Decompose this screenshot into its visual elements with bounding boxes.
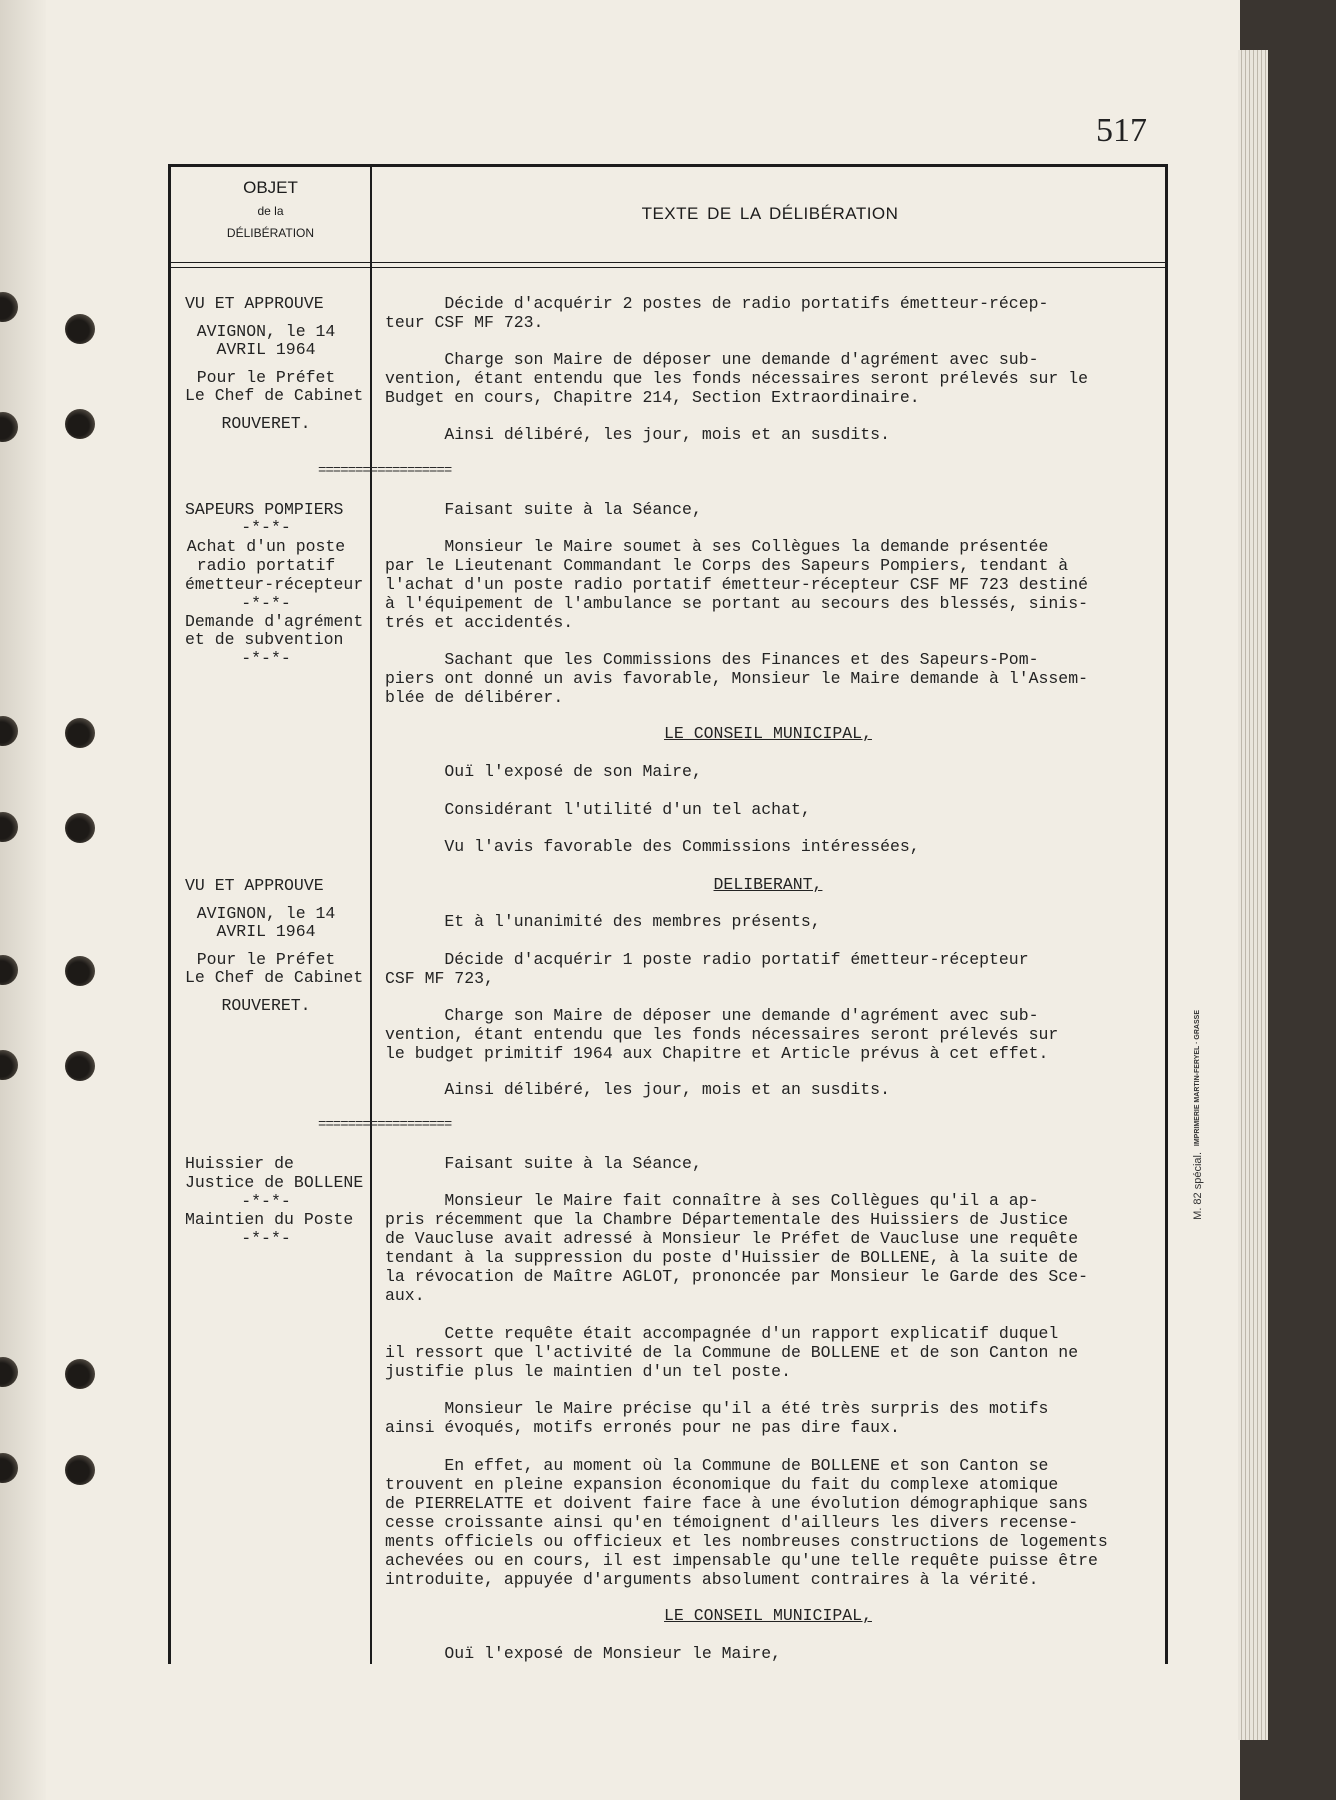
page-number: 517 [1096, 112, 1147, 149]
section-separator: ================== [318, 1117, 452, 1133]
approval-stamp-line: ROUVERET. [221, 996, 311, 1015]
deliberation-paragraph: Décide d'acquérir 1 poste radio portatif émetteur-récepteur CSF MF 723, [385, 950, 1029, 988]
binder-hole [65, 718, 95, 748]
deliberation-paragraph: Faisant suite à la Séance, [385, 1154, 702, 1173]
approval-stamp-line: AVIGNON, le 14 [196, 904, 336, 923]
deliberation-paragraph: Sachant que les Commissions des Finances et des Sapeurs-Pom- piers ont donné un avis favorable, Monsieur le Maire demande à l'Assem- blée de délibérer. [385, 650, 1089, 707]
deliberation-paragraph: Charge son Maire de déposer une demande d'agrément avec sub- vention, étant entendu que les fonds nécessaires seront prélevés sur le Budget en cours, Chapitre 214, Section Extraordinaire. [385, 350, 1089, 407]
objet-column-header [171, 176, 370, 244]
approval-stamp-line: AVIGNON, le 14 [196, 322, 336, 341]
frame-border [168, 164, 1168, 167]
council-heading: LE CONSEIL MUNICIPAL, [664, 724, 872, 743]
approval-stamp-line: Pour le Préfet [196, 368, 336, 387]
subject-line: et de subvention [185, 630, 344, 649]
deliberation-paragraph: Ainsi délibéré, les jour, mois et an susdits. [385, 1080, 890, 1099]
objet-heading: OBJET [243, 178, 298, 197]
subject-line: Demande d'agrément [185, 612, 364, 631]
header-rule [168, 262, 1168, 268]
binder-hole [65, 1051, 95, 1081]
column-divider [370, 164, 372, 1664]
binder-hole [65, 813, 95, 843]
subject-dash: -*-*- [241, 1229, 291, 1248]
approval-stamp-line: AVRIL 1964 [216, 340, 316, 359]
subject-dash: -*-*- [241, 518, 291, 537]
deliberation-paragraph: Ainsi délibéré, les jour, mois et an susdits. [385, 425, 890, 444]
approval-stamp-line: Le Chef de Cabinet [185, 968, 364, 987]
subject-line: Justice de BOLLENE [185, 1173, 364, 1192]
objet-heading-sub: de la [257, 204, 284, 218]
council-heading: LE CONSEIL MUNICIPAL, [664, 1606, 872, 1625]
page-gutter [0, 0, 46, 1800]
binder-hole [65, 409, 95, 439]
approval-stamp-line: ROUVERET. [221, 414, 311, 433]
subject-line: SAPEURS POMPIERS [185, 500, 344, 519]
stacked-page-edges [1238, 50, 1268, 1740]
printer-imprint [1192, 1010, 1204, 1220]
printer-name: IMPRIMERIE MARTIN-FERYEL · GRASSE [1194, 1010, 1201, 1147]
deliberation-paragraph: Ouï l'exposé de son Maire, [385, 762, 702, 781]
deliberation-paragraph: Monsieur le Maire fait connaître à ses Collègues qu'il a ap- pris récemment que la Chambre Départementale des Huissiers de Justice de Vaucluse avait adressé à Monsieur le Préfet de Vaucluse une requête tendant à la suppression du poste d'Huissier de BOLLENE, à la suite de la révocation de Maître AGLOT, prononcée par Monsieur le Garde des Sce- aux. [385, 1191, 1089, 1305]
objet-heading-sub: DÉLIBÉRATION [226, 226, 315, 240]
deliberation-paragraph: Charge son Maire de déposer une demande d'agrément avec sub- vention, étant entendu que les fonds nécessaires seront prélevés sur le budget primitif 1964 aux Chapitre et Article prévus à cet effet. [385, 1006, 1059, 1063]
subject-dash: -*-*- [241, 1192, 291, 1211]
deliberant-heading: DELIBERANT, [713, 875, 823, 894]
deliberation-paragraph: Monsieur le Maire précise qu'il a été très surpris des motifs ainsi évoqués, motifs erronés pour ne pas dire faux. [385, 1399, 1049, 1437]
subject-line: émetteur-récepteur [185, 575, 364, 594]
deliberation-form [168, 164, 1168, 1664]
subject-line: Achat d'un poste [186, 537, 346, 556]
subject-dash: -*-*- [241, 649, 291, 668]
deliberation-paragraph: Considérant l'utilité d'un tel achat, [385, 800, 811, 819]
binder-hole [65, 1455, 95, 1485]
deliberation-paragraph: Vu l'avis favorable des Commissions intéressées, [385, 837, 920, 856]
subject-dash: -*-*- [241, 594, 291, 613]
texte-column-header: TEXTE DE LA DÉLIBÉRATION [641, 204, 899, 223]
deliberation-paragraph: Monsieur le Maire soumet à ses Collègues la demande présentée par le Lieutenant Commandant le Corps des Sapeurs Pompiers, tendant à l'achat d'un poste radio portatif émetteur-récepteur CSF MF 723 destiné à l'équipement de l'ambulance se portant au secours des blessés, sinis- trés et accidentés. [385, 537, 1089, 632]
binder-hole [65, 956, 95, 986]
form-reference: M. 82 spécial. [1192, 1151, 1204, 1220]
binder-hole [65, 314, 95, 344]
subject-line: Huissier de [185, 1154, 294, 1173]
deliberation-paragraph: Décide d'acquérir 2 postes de radio portatifs émetteur-récep- teur CSF MF 723. [385, 294, 1049, 332]
deliberation-paragraph: Faisant suite à la Séance, [385, 500, 702, 519]
approval-stamp-line: VU ET APPROUVE [185, 876, 324, 895]
binder-hole [65, 1359, 95, 1389]
approval-stamp-line: Le Chef de Cabinet [185, 386, 364, 405]
subject-line: Maintien du Poste [185, 1210, 354, 1229]
frame-border [1165, 164, 1168, 1664]
frame-border [168, 164, 171, 1664]
approval-stamp-line: VU ET APPROUVE [185, 294, 324, 313]
approval-stamp-line: Pour le Préfet [196, 950, 336, 969]
subject-line: radio portatif [196, 556, 336, 575]
section-separator: ================== [318, 463, 452, 479]
deliberation-paragraph: Cette requête était accompagnée d'un rapport explicatif duquel il ressort que l'activité de la Commune de BOLLENE et de son Canton ne justifie plus le maintien d'un tel poste. [385, 1324, 1079, 1381]
approval-stamp-line: AVRIL 1964 [216, 922, 316, 941]
deliberation-paragraph: Et à l'unanimité des membres présents, [385, 912, 821, 931]
deliberation-paragraph: Ouï l'exposé de Monsieur le Maire, [385, 1644, 782, 1663]
deliberation-paragraph: En effet, au moment où la Commune de BOLLENE et son Canton se trouvent en pleine expansion économique du fait du complexe atomique de PIERRELATTE et doivent faire face à une évolution démographique sans cesse croissante ainsi qu'en témoignent d'ailleurs les divers recense- ments officiels ou officieux et les nombreuses constructions de logements achevées ou en cours, il est impensable qu'une telle requête puisse être introduite, appuyée d'arguments absolument contraires à la vérité. [385, 1456, 1108, 1589]
